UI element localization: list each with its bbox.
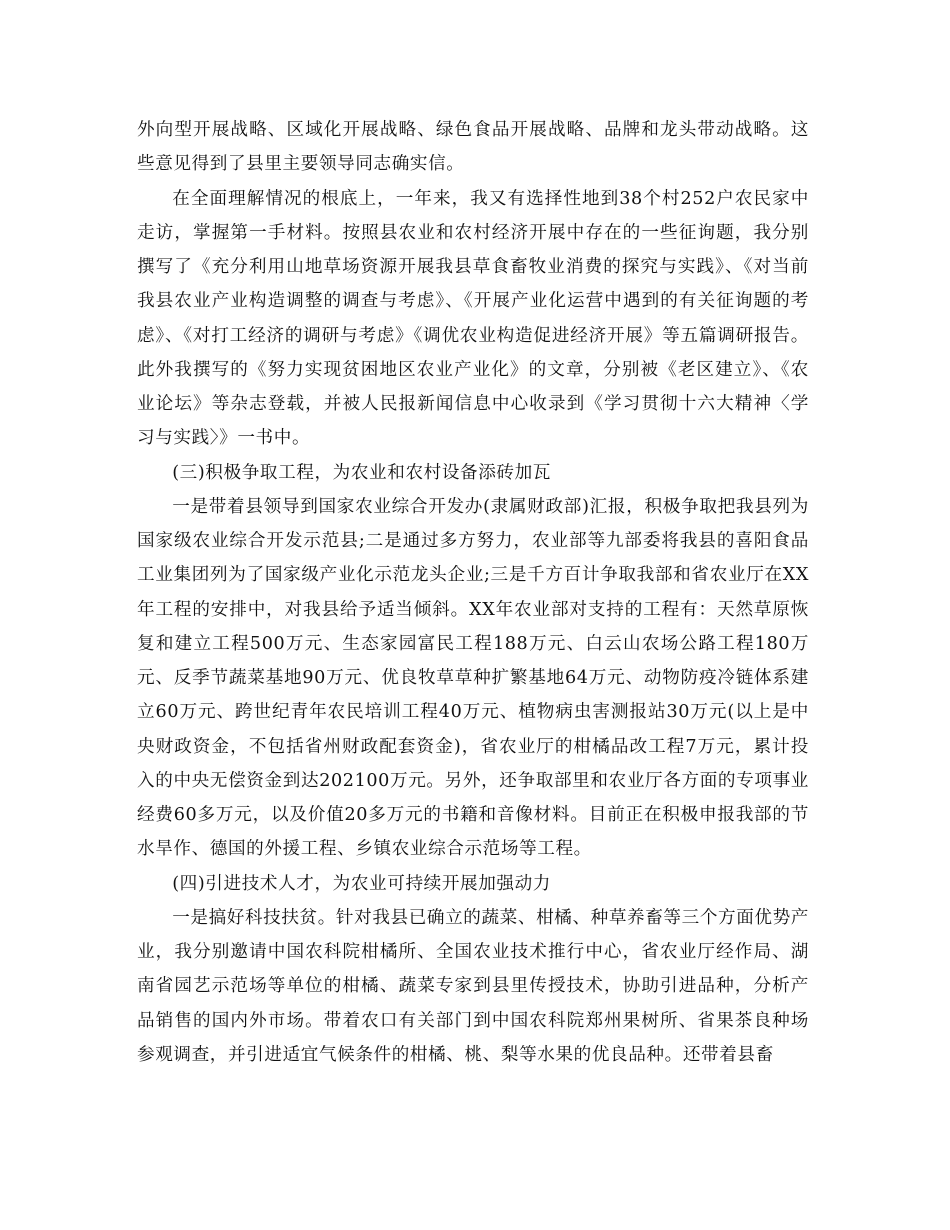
paragraph-continuation: 外向型开展战略、区域化开展战略、绿色食品开展战略、品牌和龙头带动战略。这些意见得到了县里主要领导同志确实信。	[137, 120, 809, 175]
paragraph-projects: 一是带着县领导到国家农业综合开发办(隶属财政部)汇报，积极争取把我县列为国家级农业综合开发示范县;二是通过多方努力，农业部等九部委将我县的喜阳食品工业集团列为了国家级产业化示范龙头企业;三是千方百计争取我部和省农业厅在XX年工程的安排中，对我县给予适当倾斜。XX年农业部对支持的工程有：天然草原恢复和建立工程500万元、生态家园富民工程188万元、白云山农场公路工程180万元、反季节蔬菜基地90万元、优良牧草草种扩繁基地64万元、动物防疫冷链体系建立60万元、跨世纪青年农民培训工程40万元、植物病虫害测报站30万元(以上是中央财政资金，不包括省州财政配套资金)，省农业厅的柑橘品改工程7万元，累计投入的中央无偿资金到达202100万元。另外，还争取部里和农业厅各方面的专项事业经费60多万元，以及价值20多万元的书籍和音像材料。目前正在积极申报我部的节水旱作、德国的外援工程、乡镇农业综合示范场等工程。	[137, 496, 809, 860]
document-body	[137, 113, 809, 1072]
paragraph-field-research: 在全面理解情况的根底上，一年来，我又有选择性地到38个村252户农民家中走访，掌握第一手材料。按照县农业和农村经济开展中存在的一些征询题，我分别撰写了《充分利用山地草场资源开展我县草食畜牧业消费的探究与实践》、《对当前我县农业产业构造调整的调查与考虑》、《开展产业化运营中遇到的有关征询题的考虑》、《对打工经济的调研与考虑》《调优农业构造促进经济开展》等五篇调研报告。此外我撰写的《努力实现贫困地区农业产业化》的文章，分别被《老区建立》、《农业论坛》等杂志登载，并被人民报新闻信息中心收录到《学习贯彻十六大精神〈学习与实践〉》一书中。	[137, 188, 809, 449]
section-heading-talent: (四)引进技术人才，为农业可持续开展加强动力	[172, 873, 551, 894]
paragraph-tech-poverty: 一是搞好科技扶贫。针对我县已确立的蔬菜、柑橘、种草养畜等三个方面优势产业，我分别邀请中国农科院柑橘所、全国农业技术推行中心，省农业厅经作局、湖南省园艺示范场等单位的柑橘、蔬菜专家到县里传授技术，协助引进品种，分析产品销售的国内外市场。带着农口有关部门到中国农科院郑州果树所、省果茶良种场参观调查，并引进适宜气候条件的柑橘、桃、梨等水果的优良品种。还带着县畜	[137, 907, 809, 1065]
section-heading-projects: (三)积极争取工程，为农业和农村设备添砖加瓦	[172, 462, 551, 483]
